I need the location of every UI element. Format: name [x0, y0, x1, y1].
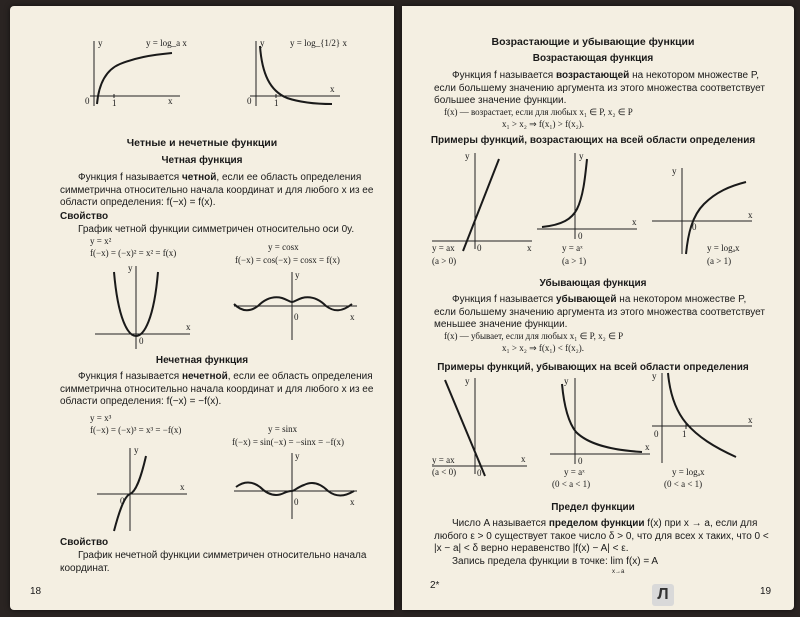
increasing-linear-label: y = ax — [432, 243, 455, 253]
x-axis-label: x — [350, 497, 355, 507]
decreasing-logarithm-graph — [652, 371, 762, 466]
origin-label: 0 — [477, 243, 482, 253]
decreasing-logarithm-condition: (0 < a < 1) — [664, 479, 703, 489]
origin-label: 0 — [247, 96, 252, 106]
graph-title: y = log_a x — [146, 38, 187, 48]
y-axis-label: y — [672, 166, 677, 176]
increasing-definition: Функция f называется возрастающей на некотором множестве P, если большему значению аргумента из этого множества соответствует большее значение функции. — [434, 70, 765, 107]
x-axis-label: x — [168, 96, 173, 106]
odd-property-text: График нечетной функции симметричен относительно начала координат. — [60, 550, 367, 574]
heading-monotonic: Возрастающие и убывающие функции — [491, 36, 695, 48]
y-axis-label: y — [260, 38, 265, 48]
y-axis-label: y — [98, 38, 103, 48]
odd-definition: Функция f называется нечетной, если ее область определения симметрична относительно начала координат и для любого x из ее области определения: f(−x) = −f(x). — [60, 371, 374, 408]
decreasing-definition: Функция f называется убывающей на некотором множестве P, если большему значению аргумента из этого множества соответствует меньшее значение функции. — [434, 294, 765, 331]
origin-label: 0 — [120, 496, 125, 506]
x-axis-label: x — [186, 322, 191, 332]
decreasing-exponential-label: y = aˣ — [564, 467, 585, 477]
y-axis-label: y — [579, 151, 584, 161]
parabola-graph — [90, 264, 200, 354]
increasing-exponential-condition: (a > 1) — [562, 256, 587, 266]
even-property-text: График четной функции симметричен относительно оси 0y. — [78, 224, 355, 235]
limit-notation: Запись предела функции в точке: lim f(x) = A — [452, 556, 659, 567]
heading-increasing: Возрастающая функция — [532, 53, 654, 64]
x-axis-label: x — [748, 415, 753, 425]
x-axis-label: x — [527, 243, 532, 253]
y-axis-label: y — [652, 371, 657, 381]
heading-even-odd: Четные и нечетные функции — [126, 137, 278, 149]
one-label: 1 — [112, 98, 117, 108]
odd-formula-2b: f(−x) = sin(−x) = −sinx = −f(x) — [232, 437, 345, 447]
heading-even: Четная функция — [161, 155, 243, 166]
heading-odd: Нечетная функция — [155, 355, 249, 366]
odd-formula-1b: f(−x) = (−x)³ = x³ = −f(x) — [90, 425, 182, 435]
log-decreasing-graph — [242, 36, 352, 116]
signature-mark: 2* — [430, 580, 440, 591]
page-number-left: 18 — [30, 586, 42, 597]
y-axis-label: y — [295, 451, 300, 461]
even-formula-2: y = cosx — [268, 242, 299, 252]
even-property-label: Свойство — [60, 211, 109, 222]
increasing-condition-2: x₁ > x₂ ⇒ f(x₁) > f(x₂). — [502, 119, 584, 129]
left-page — [10, 6, 394, 610]
even-formula-2b: f(−x) = cos(−x) = cosx = f(x) — [235, 255, 340, 265]
even-formula-1: y = x² — [90, 236, 112, 246]
limit-definition: Число A называется пределом функции f(x) при x → a, если для любого ε > 0 существует такое число δ > 0, что для всех x таких, что 0 < |x − a| < δ верно неравенство |f(x) − A| < ε. — [434, 518, 769, 555]
decreasing-examples-heading: Примеры функций, убывающих на всей области определения — [437, 362, 749, 373]
log-increasing-graph — [80, 36, 190, 116]
x-axis-label: x — [521, 454, 526, 464]
even-definition: Функция f называется четной, если ее область определения симметрична относительно начала координат и для любого x из ее области определения: f(−x) = f(x). — [60, 172, 374, 209]
even-formula-1b: f(−x) = (−x)² = x² = f(x) — [90, 248, 177, 258]
decreasing-logarithm-label: y = logₐx — [672, 467, 705, 477]
decreasing-linear-label: y = ax — [432, 455, 455, 465]
y-axis-label: y — [465, 151, 470, 161]
origin-label: 0 — [654, 429, 659, 439]
one-label: 1 — [682, 429, 687, 439]
watermark-logo: Л — [652, 584, 674, 606]
y-axis-label: y — [564, 376, 569, 386]
sine-graph — [232, 451, 362, 521]
decreasing-condition-2: x₁ > x₂ ⇒ f(x₁) < f(x₂). — [502, 343, 584, 353]
origin-label: 0 — [477, 468, 482, 478]
y-axis-label: y — [465, 376, 470, 386]
origin-label: 0 — [294, 312, 299, 322]
odd-formula-1: y = x³ — [90, 413, 112, 423]
decreasing-exponential-graph — [550, 376, 660, 466]
page-number-right: 19 — [760, 586, 772, 597]
increasing-exponential-graph — [537, 151, 647, 241]
increasing-linear-graph — [427, 151, 537, 251]
decreasing-linear-condition: (a < 0) — [432, 467, 457, 477]
origin-label: 0 — [578, 456, 583, 466]
increasing-linear-condition: (a > 0) — [432, 256, 457, 266]
increasing-logarithm-condition: (a > 1) — [707, 256, 732, 266]
increasing-condition-1: f(x) — возрастает, если для любых x₁ ∈ P, x₂ ∈ P — [444, 107, 633, 117]
odd-formula-2: y = sinx — [268, 424, 298, 434]
origin-label: 0 — [85, 96, 90, 106]
heading-decreasing: Убывающая функция — [539, 278, 647, 289]
cosine-graph — [232, 268, 362, 348]
increasing-exponential-label: y = aˣ — [562, 243, 583, 253]
x-axis-label: x — [748, 210, 753, 220]
x-axis-label: x — [330, 84, 335, 94]
increasing-logarithm-label: y = logₐx — [707, 243, 740, 253]
decreasing-exponential-condition: (0 < a < 1) — [552, 479, 591, 489]
limit-subscript: x→a — [612, 569, 625, 575]
odd-property-label: Свойство — [60, 537, 109, 548]
y-axis-label: y — [128, 263, 133, 273]
increasing-examples-heading: Примеры функций, возрастающих на всей области определения — [430, 135, 756, 146]
y-axis-label: y — [134, 445, 139, 455]
x-axis-label: x — [645, 442, 650, 452]
origin-label: 0 — [294, 497, 299, 507]
y-axis-label: y — [295, 270, 300, 280]
right-page — [402, 6, 794, 610]
one-label: 1 — [274, 98, 279, 108]
cubic-graph — [92, 446, 197, 536]
origin-label: 0 — [692, 222, 697, 232]
origin-label: 0 — [139, 336, 144, 346]
graph-title: y = log_{1/2} x — [290, 38, 347, 48]
decreasing-condition-1: f(x) — убывает, если для любых x₁ ∈ P, x₂ ∈ P — [444, 331, 624, 341]
x-axis-label: x — [180, 482, 185, 492]
heading-limit: Предел функции — [551, 502, 635, 513]
x-axis-label: x — [632, 217, 637, 227]
x-axis-label: x — [350, 312, 355, 322]
origin-label: 0 — [578, 231, 583, 241]
